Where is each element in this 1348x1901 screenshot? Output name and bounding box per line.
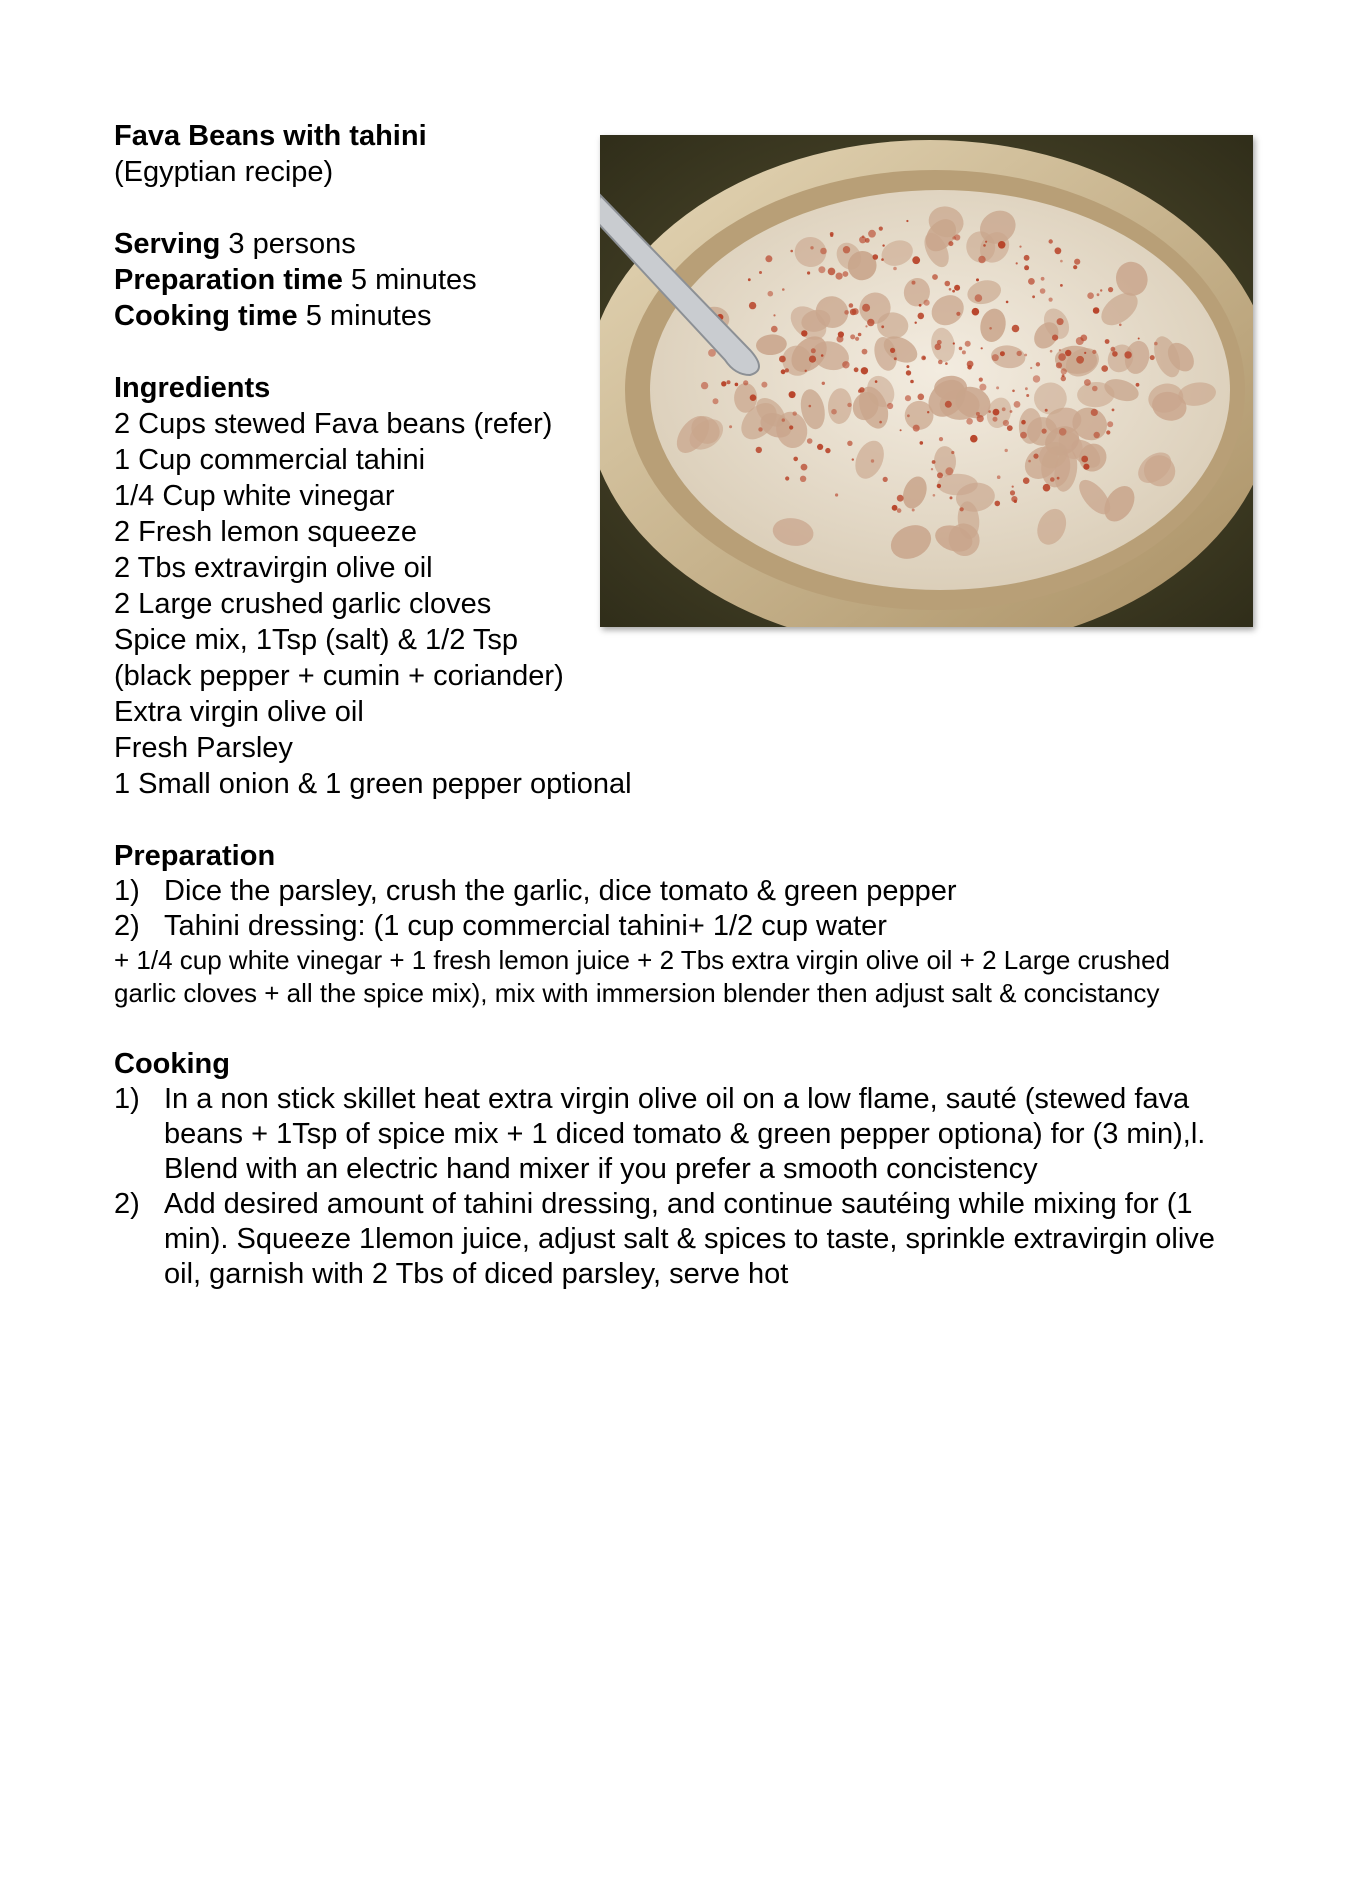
paprika-speck (782, 418, 785, 421)
paprika-speck (836, 273, 843, 280)
paprika-speck (935, 344, 942, 351)
paprika-speck (713, 398, 719, 404)
paprika-speck (756, 447, 762, 453)
paprika-speck (907, 414, 910, 417)
ingredient-item: Extra virgin olive oil (114, 696, 364, 728)
paprika-speck (1080, 335, 1087, 342)
paprika-speck (849, 303, 854, 308)
paprika-speck (1026, 394, 1029, 397)
paprika-speck (933, 494, 936, 497)
ingredient-item: 2 Fresh lemon squeeze (114, 516, 418, 548)
paprika-speck (750, 394, 757, 401)
paprika-speck (1105, 339, 1110, 344)
fava-bean (937, 474, 978, 496)
step-number: 2) (114, 910, 140, 942)
paprika-speck (868, 230, 876, 238)
paprika-speck (950, 496, 953, 499)
paprika-speck (1138, 338, 1140, 340)
paprika-speck (894, 357, 897, 360)
paprika-speck (945, 281, 951, 287)
paprika-speck (998, 241, 1006, 249)
paprika-speck (919, 304, 922, 307)
paprika-speck (882, 244, 884, 246)
serving-label: Serving (114, 228, 221, 260)
paprika-speck (1150, 355, 1155, 360)
recipe-subtitle: (Egyptian recipe) (114, 156, 334, 188)
paprika-speck (1112, 409, 1115, 412)
paprika-speck (810, 246, 813, 249)
paprika-speck (858, 389, 862, 393)
paprika-speck (830, 232, 834, 236)
paprika-speck (729, 425, 732, 428)
step-text: Tahini dressing: (1 cup commercial tahini+ 1/2 cup water (164, 910, 887, 942)
paprika-speck (897, 508, 902, 513)
paprika-speck (843, 271, 849, 277)
paprika-speck (859, 236, 866, 243)
paprika-speck (761, 382, 767, 388)
ingredient-item: 1 Small onion & 1 green pepper optional (114, 768, 632, 800)
paprika-speck (952, 236, 956, 240)
paprika-speck (789, 425, 793, 429)
paprika-speck (847, 441, 852, 446)
paprika-speck (937, 472, 943, 478)
paprika-speck (989, 327, 992, 330)
ingredient-item: 2 Large crushed garlic cloves (114, 588, 492, 620)
paprika-speck (975, 294, 983, 302)
step-number: 1) (114, 1083, 140, 1115)
paprika-speck (1016, 262, 1018, 264)
paprika-speck (817, 444, 823, 450)
paprika-speck (948, 241, 953, 246)
dish-photo (600, 135, 1253, 627)
paprika-speck (1091, 409, 1098, 416)
paprika-speck (1012, 390, 1015, 393)
paprika-speck (960, 507, 964, 511)
paprika-speck (970, 435, 978, 443)
paprika-speck (847, 403, 851, 407)
paprika-speck (905, 395, 911, 401)
paprika-speck (981, 347, 983, 349)
paprika-speck (765, 255, 772, 262)
paprika-speck (1007, 425, 1013, 431)
paprika-speck (949, 288, 952, 291)
paprika-speck (807, 438, 813, 444)
paprika-speck (759, 271, 762, 274)
paprika-speck (1003, 420, 1009, 426)
paprika-speck (781, 369, 786, 374)
fava-bowl-illustration (600, 135, 1253, 627)
ingredient-item: 2 Cups stewed Fava beans (refer) (114, 408, 553, 440)
paprika-speck (977, 415, 984, 422)
recipe-title: Fava Beans with tahini (114, 120, 427, 152)
paprika-speck (779, 356, 786, 363)
paprika-speck (1014, 401, 1021, 408)
paprika-speck (924, 300, 930, 306)
paprika-speck (978, 256, 985, 263)
preparation-steps (114, 874, 1254, 944)
paprika-speck (951, 451, 954, 454)
paprika-speck (785, 476, 789, 480)
paprika-speck (1108, 287, 1113, 292)
paprika-speck (1100, 289, 1102, 291)
paprika-speck (918, 394, 925, 401)
paprika-speck (758, 427, 762, 431)
step-text: Dice the parsley, crush the garlic, dice tomato & green pepper (164, 875, 957, 907)
paprika-speck (1094, 432, 1100, 438)
paprika-speck (1092, 350, 1096, 354)
cooking-step (114, 1082, 1254, 1187)
paprika-speck (1030, 367, 1032, 369)
paprika-speck (818, 266, 825, 273)
paprika-speck (1023, 477, 1030, 484)
paprika-speck (890, 348, 895, 353)
paprika-speck (966, 418, 973, 425)
paprika-speck (1092, 386, 1098, 392)
paprika-speck (865, 325, 867, 327)
paprika-speck (1024, 255, 1030, 261)
paprika-speck (773, 314, 775, 316)
paprika-speck (721, 381, 726, 386)
preparation-step (114, 874, 1254, 909)
paprika-speck (912, 281, 916, 285)
paprika-speck (996, 386, 999, 389)
paprika-speck (1012, 325, 1020, 333)
paprika-speck (807, 271, 810, 274)
cooking-steps (114, 1082, 1254, 1292)
paprika-speck (956, 312, 960, 316)
paprika-speck (748, 278, 751, 281)
paprika-speck (921, 356, 926, 361)
paprika-speck (842, 361, 849, 368)
paprika-speck (1062, 374, 1065, 377)
paprika-speck (1060, 284, 1063, 287)
paprika-speck (939, 437, 943, 441)
paprika-speck (809, 405, 812, 408)
paprika-speck (1010, 410, 1013, 413)
paprika-speck (852, 458, 854, 460)
paprika-speck (1111, 347, 1116, 352)
paprika-speck (805, 370, 807, 372)
step-text: In a non stick skillet heat extra virgin olive oil on a low flame, sauté (stewed fava beans + 1Tsp of spice mix + 1 diced tomato & green pepper optiona) for (3 min),l. Blend with an electric hand mixer if you prefer a smooth concistency (164, 1083, 1206, 1185)
paprika-speck (820, 248, 827, 255)
paprika-speck (768, 291, 774, 297)
paprika-speck (1084, 352, 1086, 354)
paprika-speck (1083, 464, 1089, 470)
paprika-speck (801, 330, 807, 336)
paprika-speck (828, 268, 836, 276)
serving-value: 3 persons (220, 228, 356, 260)
paprika-speck (1033, 454, 1038, 459)
paprika-speck (900, 429, 902, 431)
paprika-speck (912, 509, 915, 512)
paprika-speck (1073, 265, 1077, 269)
paprika-speck (861, 367, 868, 374)
paprika-speck (938, 360, 943, 365)
paprika-speck (1093, 307, 1100, 314)
paprika-speck (1112, 351, 1118, 357)
paprika-speck (945, 401, 952, 408)
paprika-speck (1019, 246, 1021, 248)
paprika-speck (953, 342, 955, 344)
paprika-speck (893, 267, 897, 271)
paprika-speck (945, 362, 948, 365)
paprika-speck (1057, 477, 1060, 480)
ingredient-item: 1 Cup commercial tahini (114, 444, 426, 476)
paprika-speck (927, 411, 929, 413)
paprika-speck (1056, 362, 1062, 368)
paprika-speck (1017, 351, 1022, 356)
paprika-speck (883, 477, 888, 482)
paprika-speck (1097, 293, 1100, 296)
paprika-speck (979, 384, 986, 391)
paprika-speck (871, 459, 874, 462)
paprika-speck (793, 457, 798, 462)
paprika-speck (1052, 335, 1058, 341)
paprika-speck (1000, 351, 1005, 356)
paprika-speck (822, 382, 825, 385)
paprika-speck (1032, 295, 1035, 298)
paprika-speck (954, 285, 960, 291)
paprika-speck (1006, 301, 1009, 304)
paprika-speck (838, 331, 844, 337)
paprika-speck (801, 464, 808, 471)
paprika-speck (1050, 350, 1053, 353)
prep-time-value: 5 minutes (342, 264, 477, 296)
paprika-speck (932, 460, 936, 464)
paprika-speck (821, 354, 824, 357)
paprika-speck (1060, 260, 1063, 263)
paprika-speck (1049, 239, 1053, 243)
paprika-speck (967, 361, 974, 368)
paprika-speck (852, 308, 859, 315)
paprika-speck (1033, 375, 1040, 382)
ingredient-item: (black pepper + cumin + coriander) (114, 660, 564, 692)
paprika-speck (793, 411, 797, 415)
paprika-speck (743, 380, 748, 385)
paprika-speck (1101, 365, 1108, 372)
paprika-speck (1106, 430, 1110, 434)
paprika-speck (915, 322, 917, 324)
paprika-speck (1028, 460, 1031, 463)
paprika-speck (1049, 298, 1053, 302)
paprika-speck (912, 256, 920, 264)
paprika-speck (771, 326, 778, 333)
paprika-speck (932, 274, 938, 280)
paprika-speck (809, 356, 816, 363)
paprika-speck (790, 250, 793, 253)
paprika-speck (749, 302, 756, 309)
paprika-speck (1059, 428, 1067, 436)
paprika-speck (962, 350, 966, 354)
paprika-speck (1010, 490, 1015, 495)
paprika-speck (920, 441, 924, 445)
paprika-speck (1061, 368, 1067, 374)
paprika-speck (1058, 353, 1066, 361)
paprika-speck (906, 220, 908, 222)
paprika-speck (735, 383, 739, 387)
paprika-speck (937, 484, 941, 488)
cook-time-label: Cooking time (114, 300, 298, 332)
paprika-speck (1065, 350, 1071, 356)
preparation-heading: Preparation (114, 840, 276, 872)
paprika-speck (1024, 354, 1027, 357)
paprika-speck (1005, 449, 1008, 452)
paprika-speck (843, 246, 850, 253)
paprika-speck (850, 334, 855, 339)
paprika-speck (1040, 288, 1046, 294)
paprika-speck (879, 227, 883, 231)
paprika-speck (1028, 278, 1035, 285)
paprika-speck (1074, 259, 1080, 265)
paprika-speck (1024, 265, 1029, 270)
paprika-speck (913, 425, 920, 432)
cooking-step (114, 1187, 1254, 1292)
paprika-speck (1154, 342, 1158, 346)
cook-time-value: 5 minutes (297, 300, 432, 332)
paprika-speck (1002, 407, 1006, 411)
paprika-speck (1107, 421, 1113, 427)
paprika-speck (800, 476, 806, 482)
paprika-speck (811, 348, 816, 353)
paprika-speck (952, 290, 955, 293)
paprika-speck (1055, 247, 1062, 254)
paprika-speck (1076, 356, 1084, 364)
paprika-speck (844, 310, 849, 315)
ingredients-heading: Ingredients (114, 372, 271, 404)
paprika-speck (997, 475, 1001, 479)
ingredient-item: Fresh Parsley (114, 732, 293, 764)
paprika-speck (862, 349, 868, 355)
paprika-speck (887, 403, 893, 409)
paprika-speck (855, 337, 859, 341)
paprika-speck (972, 308, 980, 316)
paprika-speck (945, 467, 953, 475)
paprika-speck (1057, 318, 1064, 325)
paprika-speck (906, 370, 911, 375)
paprika-speck (881, 325, 884, 328)
paprika-speck (854, 367, 859, 372)
paprika-speck (1036, 362, 1040, 366)
paprika-speck (782, 288, 785, 291)
paprika-speck (918, 313, 925, 320)
paprika-speck (881, 258, 884, 261)
paprika-speck (835, 493, 838, 496)
paprika-speck (983, 244, 986, 247)
paprika-speck (1043, 484, 1051, 492)
paprika-speck (858, 333, 862, 337)
paprika-speck (825, 448, 830, 453)
paprika-speck (992, 354, 999, 361)
paprika-speck (789, 391, 796, 398)
paprika-speck (965, 341, 971, 347)
paprika-speck (1012, 486, 1014, 488)
paprika-speck (892, 505, 898, 511)
paprika-speck (993, 417, 998, 422)
step-number: 2) (114, 1188, 140, 1220)
paprika-speck (1081, 456, 1088, 463)
paprika-speck (1011, 496, 1017, 502)
paprika-speck (873, 254, 879, 260)
paprika-speck (1021, 420, 1026, 425)
paprika-speck (701, 382, 708, 389)
paprika-speck (1041, 277, 1045, 281)
paprika-speck (906, 365, 909, 368)
paprika-speck (976, 278, 979, 281)
paprika-speck (1050, 477, 1055, 482)
ingredient-item: 1/4 Cup white vinegar (114, 480, 395, 512)
prep-time-label: Preparation time (114, 264, 343, 296)
paprika-speck (1084, 379, 1091, 386)
paprika-speck (931, 468, 933, 470)
paprika-speck (985, 241, 987, 243)
paprika-speck (993, 409, 1000, 416)
paprika-speck (959, 347, 963, 351)
paprika-speck (1059, 349, 1061, 351)
paprika-speck (879, 421, 882, 424)
paprika-speck (785, 368, 789, 372)
paprika-speck (862, 304, 870, 312)
paprika-speck (875, 380, 878, 383)
step-text: Add desired amount of tahini dressing, and continue sautéing while mixing for (1 min). Squeeze 1lemon juice, adjust salt & spices to taste, sprinkle extravirgin olive oil, garnish with 2 Tbs of diced parsley, serve hot (164, 1188, 1215, 1290)
preparation-continuation: + 1/4 cup white vinegar + 1 fresh lemon juice + 2 Tbs extra virgin olive oil + 2 Large crushed garlic cloves + all the spice mix), mix with immersion blender then adjust salt & concistancy (114, 945, 1170, 1008)
paprika-speck (867, 319, 874, 326)
paprika-speck (897, 495, 904, 502)
cooking-heading: Cooking (114, 1048, 230, 1080)
paprika-speck (1042, 429, 1047, 434)
paprika-speck (1119, 324, 1122, 327)
paprika-speck (988, 410, 991, 413)
step-number: 1) (114, 875, 140, 907)
paprika-speck (1045, 409, 1048, 412)
paprika-speck (1087, 292, 1094, 299)
paprika-speck (727, 380, 731, 384)
ingredient-item: Spice mix, 1Tsp (salt) & 1/2 Tsp (114, 624, 519, 656)
paprika-speck (995, 501, 1001, 507)
paprika-speck (1136, 383, 1140, 387)
ingredient-item: 2 Tbs extravirgin olive oil (114, 552, 433, 584)
preparation-step (114, 909, 1254, 944)
paprika-speck (1020, 432, 1027, 439)
paprika-speck (831, 409, 837, 415)
paprika-speck (979, 378, 983, 382)
paprika-speck (1025, 387, 1028, 390)
paprika-speck (910, 380, 914, 384)
paprika-speck (1124, 351, 1131, 358)
